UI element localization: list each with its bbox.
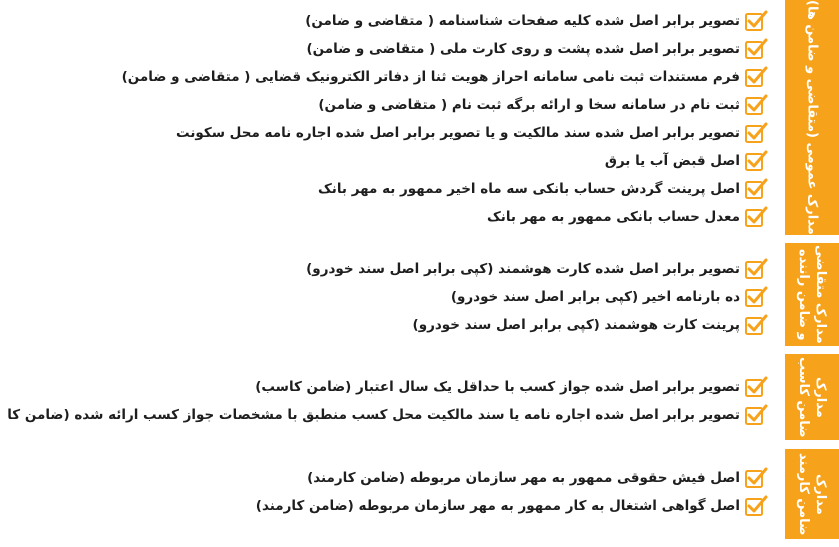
checklist-item <box>306 257 768 281</box>
checklist-item <box>176 121 768 145</box>
section-tab-merchant <box>785 354 839 440</box>
checkbox-checked-icon <box>744 285 768 309</box>
checklist-item <box>318 177 768 201</box>
checklist-item <box>605 149 768 173</box>
checklist-item-text: اصل گواهی اشتغال به کار ممهور به مهر سازمان مربوطه (ضامن کارمند) <box>255 498 740 514</box>
checklist-item <box>318 93 768 117</box>
section-label: مدارک ضامن کاسب <box>796 356 828 438</box>
checkbox-checked-icon <box>744 37 768 61</box>
checkbox-checked-icon <box>744 375 768 399</box>
checklist-item-text: اصل قبض آب یا برق <box>604 153 740 169</box>
checkbox-checked-icon <box>744 205 768 229</box>
checklist-item <box>413 313 768 337</box>
section-label: مدارک متقاضی و ضامن راننده <box>796 245 828 344</box>
checklist-item-text: پرینت کارت هوشمند (کپی برابر اصل سند خودرو) <box>412 317 740 333</box>
checklist-item <box>256 494 768 518</box>
checklist-item-text: اصل فیش حقوقی ممهور به مهر سازمان مربوطه (ضامن کارمند) <box>307 470 740 486</box>
checklist-item <box>7 403 768 427</box>
section-tab-driver <box>785 243 839 346</box>
checklist-item <box>305 9 768 33</box>
checkbox-checked-icon <box>744 149 768 173</box>
checklist-item-text: تصویر برابر اصل شده پشت و روی کارت ملی ( متقاضی و ضامن) <box>306 41 740 57</box>
checklist-item-text: اصل پرینت گردش حساب بانکی سه ماه اخیر ممهور به مهر بانک <box>317 181 740 197</box>
checkbox-checked-icon <box>744 466 768 490</box>
section-label: مدارک عمومی (متقاضی و ضامن ها) <box>804 0 820 235</box>
checklist-item-text: تصویر برابر اصل شده کلیه صفحات شناسنامه ( متقاضی و ضامن) <box>305 13 740 29</box>
checklist-item <box>307 466 768 490</box>
checklist-item-text: معدل حساب بانکی ممهور به مهر بانک <box>486 209 740 225</box>
checkbox-checked-icon <box>744 313 768 337</box>
checkbox-checked-icon <box>744 257 768 281</box>
checklist-item <box>255 375 768 399</box>
checklist-item <box>306 37 768 61</box>
checkbox-checked-icon <box>744 9 768 33</box>
checklist-item-text: تصویر برابر اصل شده جواز کسب با حداقل یک سال اعتبار (ضامن کاسب) <box>255 379 740 395</box>
section-tab-general <box>785 0 839 235</box>
checkbox-checked-icon <box>744 121 768 145</box>
checklist-item <box>487 205 768 229</box>
checkbox-checked-icon <box>744 65 768 89</box>
checklist-item-text: تصویر برابر اصل شده کارت هوشمند (کپی برابر اصل سند خودرو) <box>306 261 740 277</box>
checklist-item-text: تصویر برابر اصل شده سند مالکیت و یا تصویر برابر اصل شده اجاره نامه محل سکونت <box>176 125 740 141</box>
checkbox-checked-icon <box>744 177 768 201</box>
checklist-item <box>451 285 768 309</box>
section-label: مدارک ضامن کارمند <box>796 452 828 536</box>
checklist-item-text: فرم مستندات ثبت نامی سامانه احراز هویت ثنا از دفاتر الکترونیک قضایی ( متقاضی و ضامن) <box>121 69 740 85</box>
checklist-item-text: ثبت نام در سامانه سخا و ارائه برگه ثبت نام ( متقاضی و ضامن) <box>318 97 740 113</box>
section-tab-employee <box>785 449 839 539</box>
checklist-item-text: تصویر برابر اصل شده اجاره نامه یا سند مالکیت محل کسب منطبق با مشخصات جواز کسب ارائه شده (ضامن کا <box>7 407 740 423</box>
checkbox-checked-icon <box>744 403 768 427</box>
checklist-item-text: ده بارنامه اخیر (کپی برابر اصل سند خودرو) <box>450 289 740 305</box>
checkbox-checked-icon <box>744 494 768 518</box>
checkbox-checked-icon <box>744 93 768 117</box>
checklist-item <box>122 65 768 89</box>
